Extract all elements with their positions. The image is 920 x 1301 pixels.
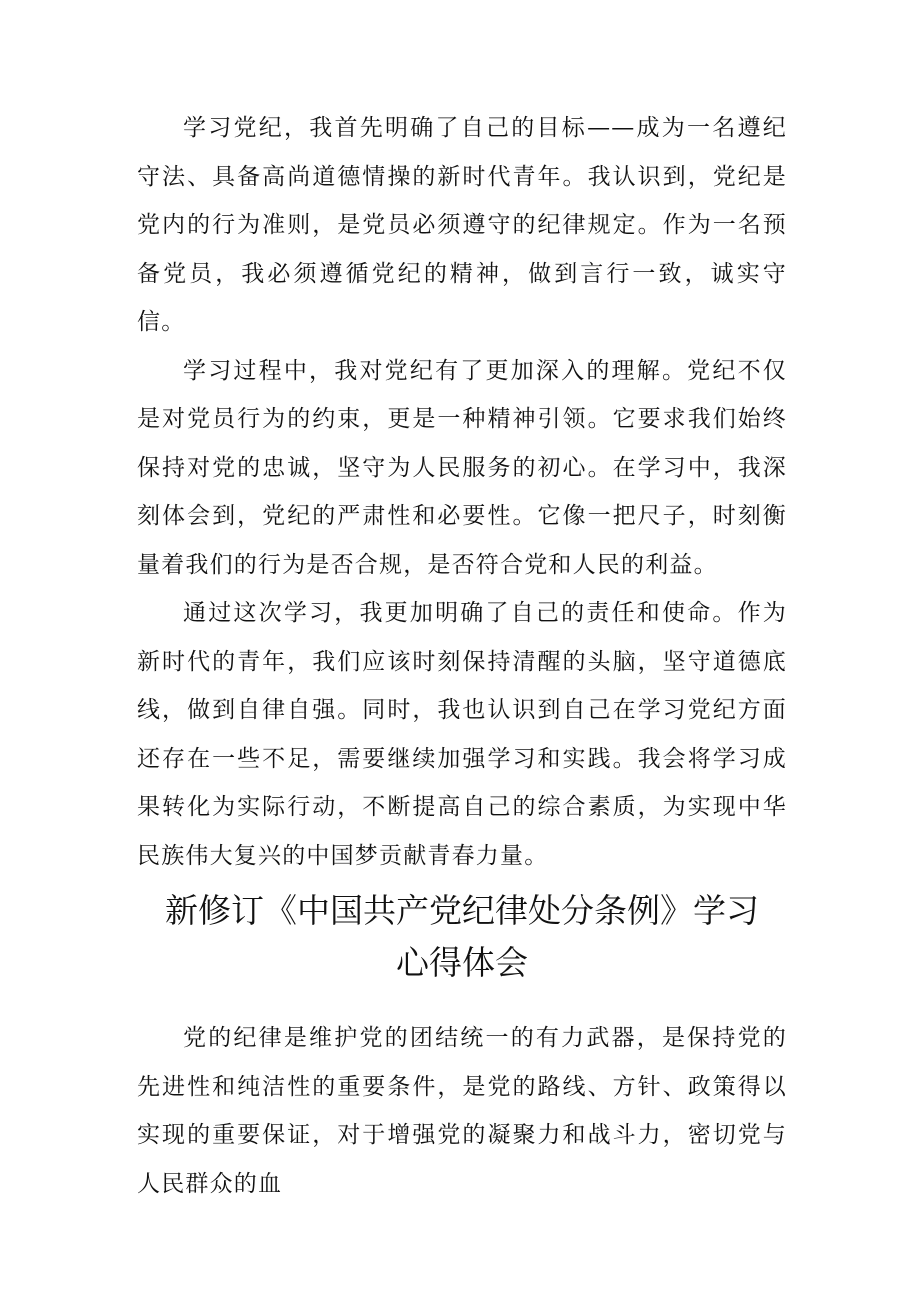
- paragraph-3: 通过这次学习，我更加明确了自己的责任和使命。作为新时代的青年，我们应该时刻保持清醒的头脑，坚守道德底线，做到自律自强。同时，我也认识到自己在学习党纪方面还存在一些不足，需要继续加强学习和实践。我会将学习成果转化为实际行动，不断提高自己的综合素质，为实现中华民族伟大复兴的中国梦贡献青春力量。: [137, 600, 787, 869]
- paragraph-2: 学习过程中，我对党纪有了更加深入的理解。党纪不仅是对党员行为的约束，更是一种精神引领。它要求我们始终保持对党的忠诚，坚守为人民服务的初心。在学习中，我深刻体会到，党纪的严肃性和必要性。它像一把尺子，时刻衡量着我们的行为是否合规，是否符合党和人民的利益。: [137, 357, 787, 578]
- section-title-line-1: 新修订《中国共产党纪律处分条例》学习: [165, 891, 759, 930]
- section-title-line-2: 心得体会: [396, 943, 528, 982]
- article-body-bottom: [137, 1014, 787, 1208]
- section-title: [137, 885, 787, 989]
- article-body-top: [137, 104, 787, 880]
- paragraph-4: 党的纪律是维护党的团结统一的有力武器，是保持党的先进性和纯洁性的重要条件，是党的路线、方针、政策得以实现的重要保证，对于增强党的凝聚力和战斗力，密切党与人民群众的血: [137, 1025, 787, 1197]
- paragraph-1: 学习党纪，我首先明确了自己的目标——成为一名遵纪守法、具备高尚道德情操的新时代青年。我认识到，党纪是党内的行为准则，是党员必须遵守的纪律规定。作为一名预备党员，我必须遵循党纪的精神，做到言行一致，诚实守信。: [137, 115, 787, 335]
